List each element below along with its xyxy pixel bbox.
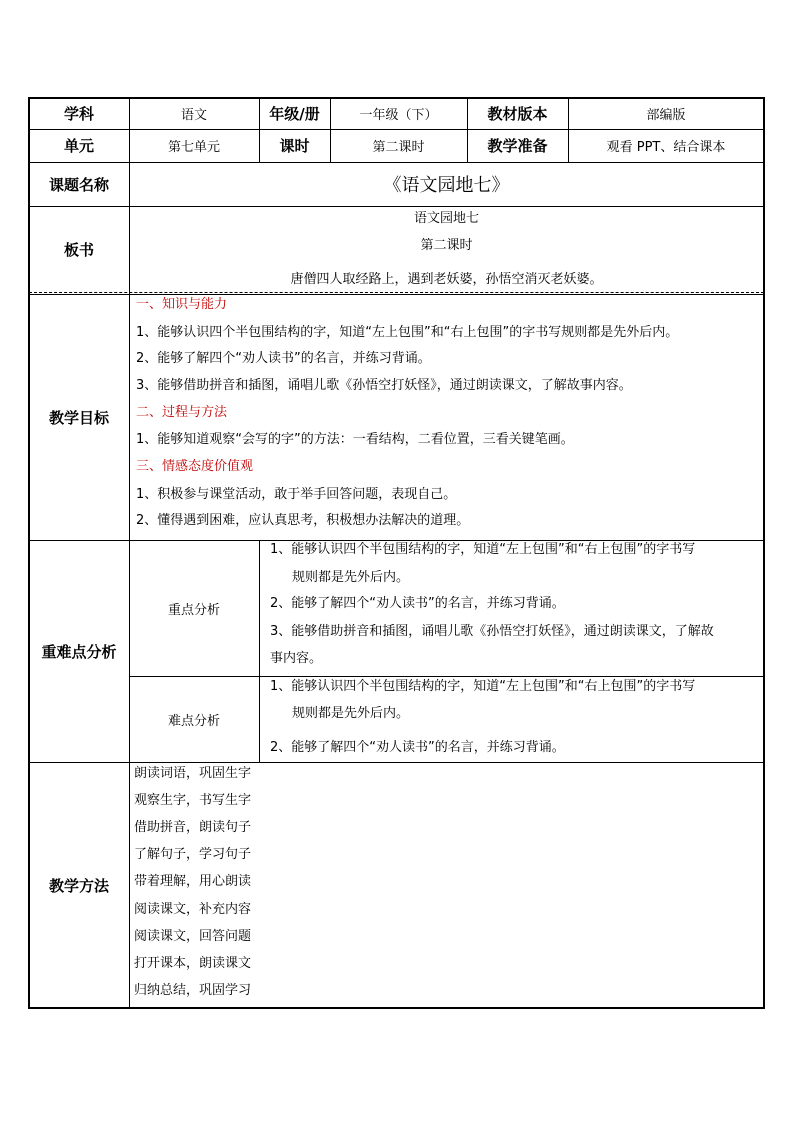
- methods-label: 教学方法: [48, 876, 109, 895]
- method-item: 借助拼音，朗读句子: [134, 820, 252, 835]
- analysis-label: 重难点分析: [41, 642, 117, 661]
- column-divider: [129, 97, 130, 1008]
- row-divider: [29, 162, 764, 163]
- key-point-line: 规则都是先外后内。: [292, 570, 410, 585]
- objectives-item: 2、懂得遇到困难，应认真思考，积极想办法解决的道理。: [136, 513, 470, 528]
- column-divider: [330, 97, 331, 162]
- column-divider: [259, 97, 260, 162]
- column-divider: [259, 540, 260, 762]
- key-points-label: 重点分析: [167, 602, 220, 618]
- board-label: 板书: [63, 240, 94, 259]
- difficult-point-line: 规则都是先外后内。: [292, 706, 410, 721]
- method-item: 阅读课文，补充内容: [134, 902, 252, 917]
- column-divider: [467, 97, 468, 162]
- unit-value: 第七单元: [167, 140, 220, 155]
- period-value: 第二课时: [372, 140, 425, 155]
- method-item: 观察生字，书写生字: [134, 793, 252, 808]
- objectives-heading-values: 三、情感态度价值观: [136, 459, 254, 474]
- row-divider: [129, 676, 764, 677]
- table-border-left: [28, 97, 30, 1009]
- difficult-points-label: 难点分析: [167, 713, 220, 729]
- board-line-3: 唐僧四人取经路上，遇到老妖婆，孙悟空消灭老妖婆。: [290, 271, 603, 287]
- table-border-right: [763, 97, 765, 1009]
- difficult-point-line: 2、能够了解四个“劝人读书”的名言，并练习背诵。: [270, 740, 565, 755]
- method-item: 打开课本，朗读课文: [134, 956, 252, 971]
- row-divider: [29, 129, 764, 130]
- prep-label: 教学准备: [487, 137, 548, 155]
- key-point-line: 1、能够认识四个半包围结构的字，知道“左上包围”和“右上包围”的字书写: [270, 542, 696, 557]
- period-label: 课时: [279, 137, 310, 155]
- key-point-line: 事内容。: [270, 651, 323, 666]
- objectives-item: 1、能够认识四个半包围结构的字，知道“左上包围”和“右上包围”的字书写规则都是先外后内。: [136, 325, 679, 340]
- objectives-label: 教学目标: [48, 409, 109, 427]
- objectives-item: 3、能够借助拼音和插图，诵唱儿歌《孙悟空打妖怪》，通过朗读课文，了解故事内容。: [136, 378, 632, 393]
- row-divider: [29, 206, 764, 207]
- table-border-top: [29, 97, 764, 99]
- lesson-label: 课题名称: [48, 175, 109, 194]
- objectives-item: 1、积极参与课堂活动，敢于举手回答问题，表现自己。: [136, 487, 457, 502]
- row-divider: [29, 762, 764, 763]
- row-divider: [29, 540, 764, 541]
- column-divider: [568, 97, 569, 162]
- grade-value: 一年级（下）: [359, 108, 438, 123]
- difficult-point-line: 1、能够认识四个半包围结构的字，知道“左上包围”和“右上包围”的字书写: [270, 679, 696, 694]
- row-divider-dashed: [29, 292, 764, 293]
- key-point-line: 2、能够了解四个“劝人读书”的名言，并练习背诵。: [270, 596, 565, 611]
- unit-label: 单元: [63, 137, 94, 155]
- method-item: 带着理解，用心朗读: [134, 874, 252, 889]
- edition-label: 教材版本: [487, 105, 548, 123]
- edition-value: 部编版: [646, 108, 686, 123]
- row-divider: [29, 294, 764, 295]
- objectives-item: 2、能够了解四个“劝人读书”的名言，并练习背诵。: [136, 351, 431, 366]
- board-line-2: 第二课时: [420, 238, 473, 253]
- objectives-item: 1、能够知道观察“会写的字”的方法：一看结构，二看位置，三看关键笔画。: [136, 432, 574, 447]
- subject-value: 语文: [180, 108, 207, 123]
- key-point-line: 3、能够借助拼音和插图，诵唱儿歌《孙悟空打妖怪》，通过朗读课文，了解故: [270, 624, 714, 639]
- objectives-heading-process: 二、过程与方法: [136, 405, 228, 420]
- method-item: 阅读课文，回答问题: [134, 929, 252, 944]
- table-border-bottom: [29, 1007, 764, 1009]
- lesson-title: 《语文园地七》: [383, 175, 510, 196]
- method-item: 了解句子，学习句子: [134, 847, 252, 862]
- method-item: 归纳总结，巩固学习: [134, 983, 252, 998]
- prep-value: 观看 PPT、结合课本: [606, 140, 726, 155]
- board-line-1: 语文园地七: [413, 211, 479, 226]
- grade-label: 年级/册: [269, 105, 320, 123]
- objectives-heading-knowledge: 一、知识与能力: [136, 297, 228, 312]
- subject-label: 学科: [63, 105, 94, 123]
- method-item: 朗读词语，巩固生字: [134, 766, 252, 781]
